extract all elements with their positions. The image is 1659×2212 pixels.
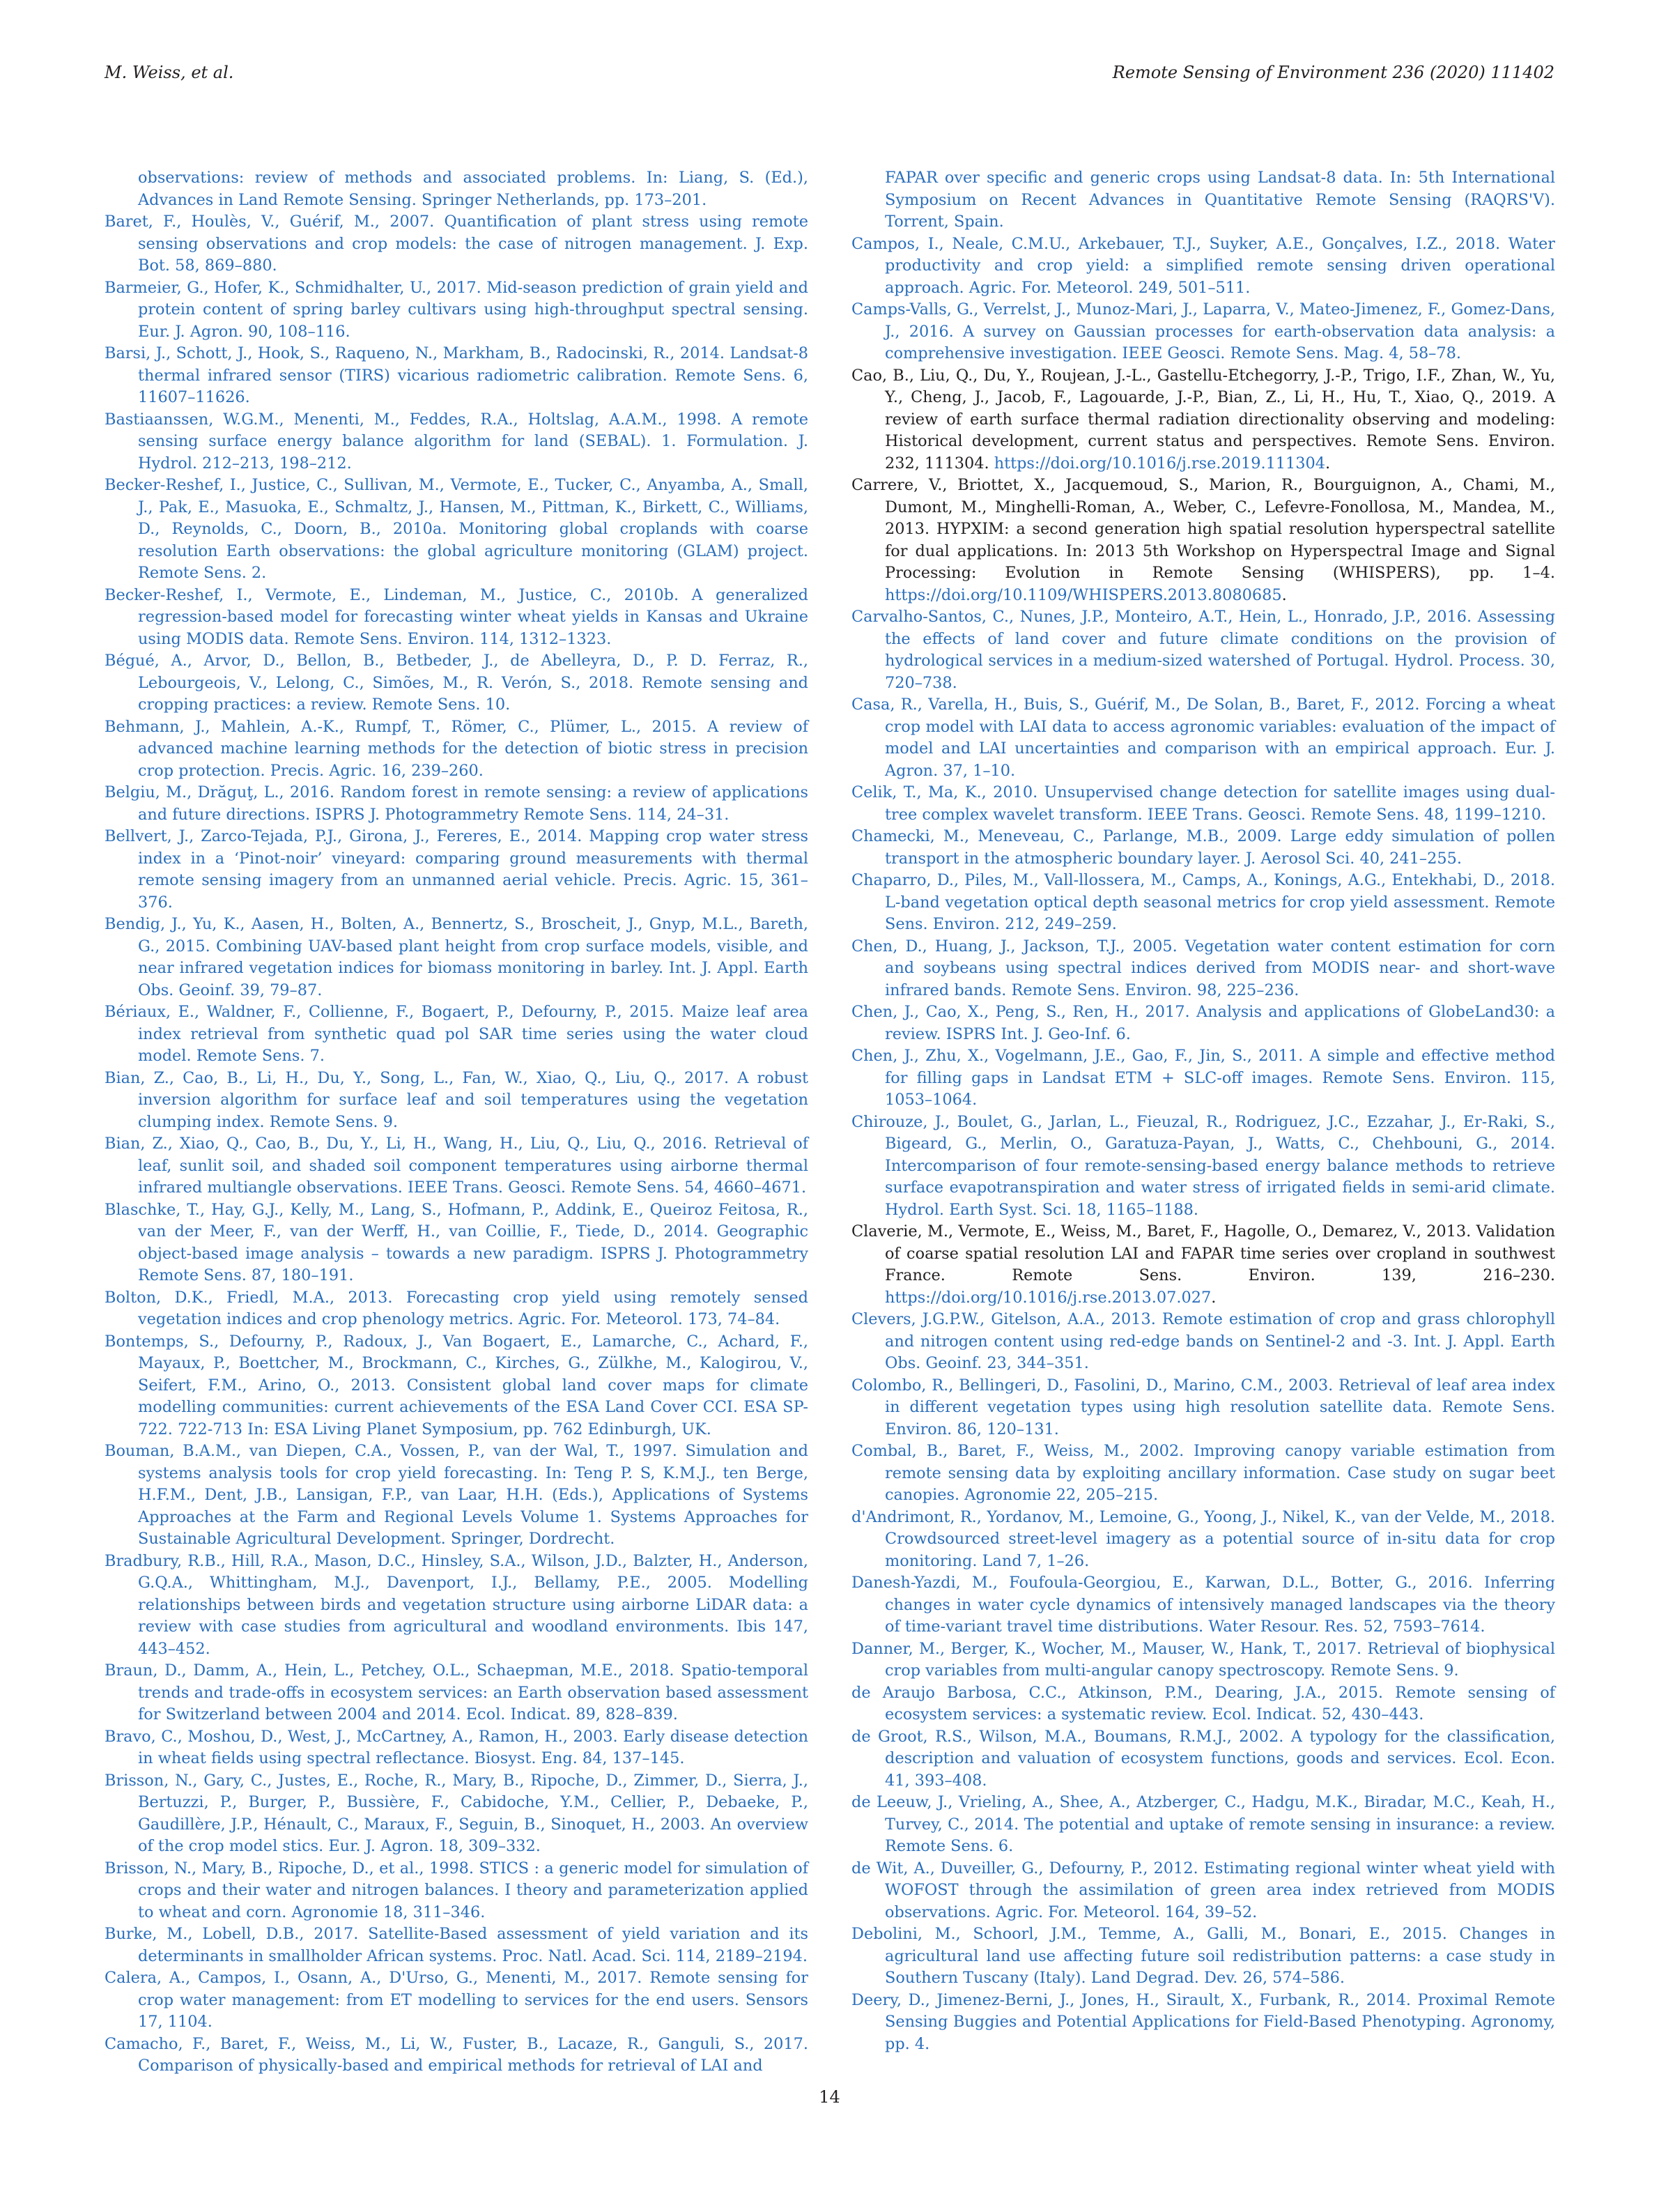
reference-text: Danesh-Yazdi, M., Foufoula-Georgiou, E., Karwan, D.L., Botter, G., 2016. Inferring changes in water cycle dynamics of intensively managed landscapes via the theory of time-variant travel time distributions. Water Resour. Res. 52, 7593–7614. [851, 1574, 1555, 1636]
reference-entry[interactable] [105, 650, 808, 716]
reference-text: Bégué, A., Arvor, D., Bellon, B., Betbeder, J., de Abelleyra, D., P. D. Ferraz, R., Lebourgeois, V., Lelong, C., Simões, M., R. Verón, S., 2018. Remote sensing and cropping practices: a review. Remote Sens. 10. [105, 652, 808, 714]
reference-text: Bellvert, J., Zarco-Tejada, P.J., Girona, J., Fereres, E., 2014. Mapping crop water stress index in a ‘Pinot-noir’ vineyard: comparing ground measurements with thermal remote sensing imagery from an unmanned aerial vehicle. Precis. Agric. 15, 361–376. [105, 827, 808, 912]
reference-text: Chen, J., Zhu, X., Vogelmann, J.E., Gao, F., Jin, S., 2011. A simple and effective method for filling gaps in Landsat ETM + SLC-off images. Remote Sens. Environ. 115, 1053–1064. [851, 1047, 1555, 1109]
reference-entry[interactable] [105, 1001, 808, 1068]
reference-entry[interactable] [105, 1199, 808, 1287]
reference-entry[interactable] [851, 233, 1555, 300]
reference-entry[interactable] [851, 167, 1555, 233]
reference-entry [851, 1221, 1555, 1309]
header-authors: M. Weiss, et al. [105, 63, 234, 82]
reference-entry[interactable] [105, 1660, 808, 1726]
reference-entry [851, 475, 1555, 606]
reference-entry[interactable] [851, 1112, 1555, 1222]
reference-text: Carvalho-Santos, C., Nunes, J.P., Monteiro, A.T., Hein, L., Honrado, J.P., 2016. Assessing the effects of land cover and future climate conditions on the provision of hydrological services in a medium-sized watershed of Portugal. Hydrol. Process. 30, 720–738. [851, 608, 1555, 692]
reference-entry[interactable] [851, 1792, 1555, 1858]
reference-text: FAPAR over specific and generic crops using Landsat-8 data. In: 5th International Symposium on Recent Advances in Quantitative Remote Sensing (RAQRS'V). Torrent, Spain. [885, 169, 1555, 231]
reference-entry[interactable] [851, 782, 1555, 826]
reference-entry[interactable] [105, 585, 808, 651]
reference-text: Bolton, D.K., Friedl, M.A., 2013. Forecasting crop yield using remotely sensed vegetation indices and crop phenology metrics. Agric. For. Meteorol. 173, 74–84. [105, 1288, 808, 1328]
reference-text: Barsi, J., Schott, J., Hook, S., Raqueno, N., Markham, B., Radocinski, R., 2014. Landsat-8 thermal infrared sensor (TIRS) vicarious radiometric calibration. Remote Sens. 6, 11607–11626. [105, 344, 808, 406]
reference-entry[interactable] [105, 1287, 808, 1331]
reference-entry[interactable] [105, 409, 808, 475]
reference-text: Claverie, M., Vermote, E., Weiss, M., Baret, F., Hagolle, O., Demarez, V., 2013. Validation of coarse spatial resolution LAI and FAPAR time series over cropland in southwest France. Remote Sens. Environ. 139, 216–230. [851, 1222, 1555, 1284]
reference-text: Chirouze, J., Boulet, G., Jarlan, L., Fieuzal, R., Rodriguez, J.C., Ezzahar, J., Er-Raki, S., Bigeard, G., Merlin, O., Garatuza-Payan, J., Watts, C., Chehbouni, G., 2014. Intercomparison of four remote-sensing-based energy balance methods to retrieve surface evapotranspiration and water stress of irrigated fields in semi-arid climate. Hydrol. Earth Syst. Sci. 18, 1165–1188. [851, 1112, 1555, 1219]
reference-text: observations: review of methods and associated problems. In: Liang, S. (Ed.), Advances in Land Remote Sensing. Springer Netherlands, pp. 173–201. [138, 169, 808, 209]
header-journal: Remote Sensing of Environment 236 (2020) 111402 [1112, 63, 1554, 82]
reference-text: Bastiaanssen, W.G.M., Menenti, M., Feddes, R.A., Holtslag, A.A.M., 1998. A remote sensing surface energy balance algorithm for land (SEBAL). 1. Formulation. J. Hydrol. 212–213, 198–212. [105, 410, 808, 473]
reference-text: Clevers, J.G.P.W., Gitelson, A.A., 2013. Remote estimation of crop and grass chlorophyll and nitrogen content using red-edge bands on Sentinel-2 and -3. Int. J. Appl. Earth Obs. Geoinf. 23, 344–351. [851, 1310, 1555, 1372]
reference-entry[interactable] [105, 211, 808, 277]
reference-entry[interactable] [105, 2034, 808, 2077]
reference-entry[interactable] [851, 299, 1555, 365]
reference-text: Bontemps, S., Defourny, P., Radoux, J., Van Bogaert, E., Lamarche, C., Achard, F., Mayaux, P., Boettcher, M., Brockmann, C., Kirches, G., Zülkhe, M., Kalogirou, V., Seifert, F.M., Arino, O., 2013. Consistent global land cover maps for climate modelling communities: current achievements of the ESA Land Cover CCI. ESA SP-722. 722-713 In: ESA Living Planet Symposium, pp. 762 Edinburgh, UK. [105, 1332, 808, 1438]
reference-text: Brisson, N., Mary, B., Ripoche, D., et al., 1998. STICS : a generic model for simulation of crops and their water and nitrogen balances. I theory and parameterization applied to wheat and corn. Agronomie 18, 311–346. [105, 1859, 808, 1921]
reference-entry[interactable] [851, 1507, 1555, 1573]
reference-text: Chen, D., Huang, J., Jackson, T.J., 2005. Vegetation water content estimation for corn and soybeans using spectral indices derived from MODIS near- and short-wave infrared bands. Remote Sens. Environ. 98, 225–236. [851, 937, 1555, 999]
reference-entry[interactable] [851, 1726, 1555, 1792]
reference-entry[interactable] [105, 716, 808, 783]
reference-text: d'Andrimont, R., Yordanov, M., Lemoine, G., Yoong, J., Nikel, K., van der Velde, M., 2018. Crowdsourced street-level imagery as a potential source of in-situ data for crop monitoring. Land 7, 1–26. [851, 1507, 1555, 1570]
reference-text: Colombo, R., Bellingeri, D., Fasolini, D., Marino, C.M., 2003. Retrieval of leaf area index in different vegetation types using high resolution satellite data. Remote Sens. Environ. 86, 120–131. [851, 1376, 1555, 1438]
reference-tail: . [1281, 585, 1287, 604]
reference-text: Bendig, J., Yu, K., Aasen, H., Bolten, A., Bennertz, S., Broscheit, J., Gnyp, M.L., Bareth, G., 2015. Combining UAV-based plant height from crop surface models, visible, and near infrared vegetation indices for biomass monitoring in barley. Int. J. Appl. Earth Obs. Geoinf. 39, 79–87. [105, 915, 808, 999]
reference-entry[interactable] [851, 1375, 1555, 1441]
reference-entry[interactable] [105, 1331, 808, 1441]
reference-text: Bériaux, E., Waldner, F., Collienne, F., Bogaert, P., Defourny, P., 2015. Maize leaf area index retrieval from synthetic quad pol SAR time series using the water cloud model. Remote Sens. 7. [105, 1003, 808, 1065]
reference-text: Campos, I., Neale, C.M.U., Arkebauer, T.J., Suyker, A.E., Gonçalves, I.Z., 2018. Water productivity and crop yield: a simplified remote sensing driven operational approach. Agric. For. Meteorol. 249, 501–511. [851, 234, 1555, 297]
running-header [105, 63, 1554, 91]
reference-entry[interactable] [105, 1551, 808, 1661]
page-number: 14 [819, 2087, 840, 2107]
reference-entry[interactable] [105, 1858, 808, 1924]
reference-entry[interactable] [851, 1990, 1555, 2056]
reference-text: de Wit, A., Duveiller, G., Defourny, P., 2012. Estimating regional winter wheat yield with WOFOST through the assimilation of green area index retrieved from MODIS observations. Agric. For. Meteorol. 164, 39–52. [851, 1859, 1555, 1921]
reference-entry[interactable] [105, 343, 808, 409]
doi-link[interactable]: https://doi.org/10.1016/j.rse.2013.07.027 [885, 1288, 1212, 1307]
reference-entry[interactable] [851, 606, 1555, 694]
reference-entry[interactable] [851, 1441, 1555, 1507]
reference-entry[interactable] [105, 1441, 808, 1551]
reference-text: Belgiu, M., Drăguţ, L., 2016. Random forest in remote sensing: a review of applications and future directions. ISPRS J. Photogrammetry Remote Sens. 114, 24–31. [105, 783, 808, 824]
reference-text: Debolini, M., Schoorl, J.M., Temme, A., Galli, M., Bonari, E., 2015. Changes in agricultural land use affecting future soil redistribution patterns: a case study in Southern Tuscany (Italy). Land Degrad. Dev. 26, 574–586. [851, 1925, 1555, 1987]
reference-tail: . [1325, 454, 1331, 473]
reference-entry[interactable] [851, 826, 1555, 870]
reference-text: Bian, Z., Xiao, Q., Cao, B., Du, Y., Li, H., Wang, H., Liu, Q., Liu, Q., 2016. Retrieval of leaf, sunlit soil, and shaded soil component temperatures using airborne thermal infrared multiangle observations. IEEE Trans. Geosci. Remote Sens. 54, 4660–4671. [105, 1135, 808, 1197]
reference-text: Bravo, C., Moshou, D., West, J., McCartney, A., Ramon, H., 2003. Early disease detection in wheat fields using spectral reflectance. Biosyst. Eng. 84, 137–145. [105, 1727, 808, 1767]
reference-entry[interactable] [105, 1770, 808, 1858]
reference-text: Celik, T., Ma, K., 2010. Unsupervised change detection for satellite images using dual-tree complex wavelet transform. IEEE Trans. Geosci. Remote Sens. 48, 1199–1210. [851, 783, 1555, 824]
reference-entry[interactable] [105, 782, 808, 826]
reference-entry[interactable] [851, 1309, 1555, 1375]
reference-text: Cao, B., Liu, Q., Du, Y., Roujean, J.-L., Gastellu-Etchegorry, J.-P., Trigo, I.F., Zhan, W., Yu, Y., Cheng, J., Jacob, F., Lagouarde, J.-P., Bian, Z., Li, H., Hu, T., Xiao, Q., 2019. A review of earth surface thermal radiation directionality observing and modeling: Historical development, current status and perspectives. Remote Sens. Environ. 232, 111304. [851, 366, 1555, 473]
reference-entry[interactable] [105, 277, 808, 344]
reference-entry[interactable] [851, 1923, 1555, 1990]
reference-text: Camps-Valls, G., Verrelst, J., Munoz-Mari, J., Laparra, V., Mateo-Jimenez, F., Gomez-Dans, J., 2016. A survey on Gaussian processes for earth-observation data analysis: a comprehensive investigation. IEEE Geosci. Remote Sens. Mag. 4, 58–78. [851, 300, 1555, 362]
reference-text: Bian, Z., Cao, B., Li, H., Du, Y., Song, L., Fan, W., Xiao, Q., Liu, Q., 2017. A robust inversion algorithm for surface leaf and soil temperatures using the vegetation clumping index. Remote Sens. 9. [105, 1068, 808, 1131]
reference-entry[interactable] [851, 1001, 1555, 1045]
reference-entry[interactable] [105, 914, 808, 1001]
reference-text: Burke, M., Lobell, D.B., 2017. Satellite-Based assessment of yield variation and its determinants in smallholder African systems. Proc. Natl. Acad. Sci. 114, 2189–2194. [105, 1925, 808, 1965]
reference-text: Bouman, B.A.M., van Diepen, C.A., Vossen, P., van der Wal, T., 1997. Simulation and systems analysis tools for crop yield forecasting. In: Teng P. S, K.M.J., ten Berge, H.F.M., Dent, J.B., Lansigan, F.P., van Laar, H.H. (Eds.), Applications of Systems Approaches at the Farm and Regional Levels Volume 1. Systems Approaches for Sustainable Agricultural Development. Springer, Dordrecht. [105, 1442, 808, 1548]
reference-entry[interactable] [105, 475, 808, 585]
reference-entry[interactable] [851, 1572, 1555, 1638]
reference-text: Barmeier, G., Hofer, K., Schmidhalter, U., 2017. Mid-season prediction of grain yield and protein content of spring barley cultivars using high-throughput spectral sensing. Eur. J. Agron. 90, 108–116. [105, 278, 808, 341]
reference-text: Casa, R., Varella, H., Buis, S., Guérif, M., De Solan, B., Baret, F., 2012. Forcing a wheat crop model with LAI data to access agronomic variables: evaluation of the impact of model and LAI uncertainties and comparison with an empirical approach. Eur. J. Agron. 37, 1–10. [851, 696, 1555, 780]
reference-text: Camacho, F., Baret, F., Weiss, M., Li, W., Fuster, B., Lacaze, R., Ganguli, S., 2017. Comparison of physically-based and empirical methods for retrieval of LAI and [105, 2034, 808, 2075]
reference-text: Bradbury, R.B., Hill, R.A., Mason, D.C., Hinsley, S.A., Wilson, J.D., Balzter, H., Anderson, G.Q.A., Whittingham, M.J., Davenport, I.J., Bellamy, P.E., 2005. Modelling relationships between birds and vegetation structure using airborne LiDAR data: a review with case studies from agricultural and woodland environments. Ibis 147, 443–452. [105, 1551, 808, 1658]
reference-text: Chen, J., Cao, X., Peng, S., Ren, H., 2017. Analysis and applications of GlobeLand30: a review. ISPRS Int. J. Geo-Inf. 6. [851, 1003, 1555, 1043]
reference-text: Carrere, V., Briottet, X., Jacquemoud, S., Marion, R., Bourguignon, A., Chami, M., Dumont, M., Minghelli-Roman, A., Weber, C., Lefevre-Fonollosa, M., Mandea, M., 2013. HYPXIM: a second generation high spatial resolution hyperspectral satellite for dual applications. In: 2013 5th Workshop on Hyperspectral Image and Signal Processing: Evolution in Remote Sensing (WHISPERS), pp. 1–4. [851, 476, 1555, 582]
reference-entry[interactable] [105, 1967, 808, 2034]
reference-column-right [851, 167, 1555, 2055]
reference-text: Braun, D., Damm, A., Hein, L., Petchey, O.L., Schaepman, M.E., 2018. Spatio-temporal trends and trade-offs in ecosystem services: an Earth observation based assessment for Switzerland between 2004 and 2014. Ecol. Indicat. 89, 828–839. [105, 1661, 808, 1723]
reference-text: Baret, F., Houlès, V., Guérif, M., 2007. Quantification of plant stress using remote sensing observations and crop models: the case of nitrogen management. J. Exp. Bot. 58, 869–880. [105, 213, 808, 275]
reference-entry [851, 365, 1555, 475]
reference-entry[interactable] [105, 1923, 808, 1967]
reference-entry[interactable] [851, 1682, 1555, 1726]
reference-text: Chaparro, D., Piles, M., Vall-llossera, M., Camps, A., Konings, A.G., Entekhabi, D., 2018. L-band vegetation optical depth seasonal metrics for crop yield assessment. Remote Sens. Environ. 212, 249–259. [851, 871, 1555, 933]
reference-entry[interactable] [105, 1068, 808, 1134]
reference-text: Chamecki, M., Meneveau, C., Parlange, M.B., 2009. Large eddy simulation of pollen transport in the atmospheric boundary layer. J. Aerosol Sci. 40, 241–255. [851, 827, 1555, 868]
reference-text: Brisson, N., Gary, C., Justes, E., Roche, R., Mary, B., Ripoche, D., Zimmer, D., Sierra, J., Bertuzzi, P., Burger, P., Bussière, F., Cabidoche, Y.M., Cellier, P., Debaeke, P., Gaudillère, J.P., Hénault, C., Maraux, F., Seguin, B., Sinoquet, H., 2003. An overview of the crop model stics. Eur. J. Agron. 18, 309–332. [105, 1771, 808, 1855]
reference-entry[interactable] [105, 826, 808, 914]
reference-text: Calera, A., Campos, I., Osann, A., D'Urso, G., Menenti, M., 2017. Remote sensing for crop water management: from ET modelling to services for the end users. Sensors 17, 1104. [105, 1969, 808, 2031]
reference-entry[interactable] [851, 1045, 1555, 1112]
reference-text: Becker-Reshef, I., Justice, C., Sullivan, M., Vermote, E., Tucker, C., Anyamba, A., Small, J., Pak, E., Masuoka, E., Schmaltz, J., Hansen, M., Pittman, K., Birkett, C., Williams, D., Reynolds, C., Doorn, B., 2010a. Monitoring global croplands with coarse resolution Earth observations: the global agriculture monitoring (GLAM) project. Remote Sens. 2. [105, 476, 808, 582]
reference-entry[interactable] [851, 1638, 1555, 1682]
doi-link[interactable]: https://doi.org/10.1109/WHISPERS.2013.8080685 [885, 585, 1282, 604]
reference-entry[interactable] [105, 1726, 808, 1770]
doi-link[interactable]: https://doi.org/10.1016/j.rse.2019.111304 [994, 454, 1326, 473]
reference-text: Behmann, J., Mahlein, A.-K., Rumpf, T., Römer, C., Plümer, L., 2015. A review of advanced machine learning methods for the detection of biotic stress in precision crop protection. Precis. Agric. 16, 239–260. [105, 717, 808, 780]
reference-text: Deery, D., Jimenez-Berni, J., Jones, H., Sirault, X., Furbank, R., 2014. Proximal Remote Sensing Buggies and Potential Applications for Field-Based Phenotyping. Agronomy, pp. 4. [851, 1990, 1555, 2053]
reference-tail: . [1211, 1288, 1217, 1307]
reference-text: Combal, B., Baret, F., Weiss, M., 2002. Improving canopy variable estimation from remote sensing data by exploiting ancillary information. Case study on sugar beet canopies. Agronomie 22, 205–215. [851, 1442, 1555, 1504]
reference-entry[interactable] [105, 167, 808, 211]
reference-entry[interactable] [851, 1858, 1555, 1924]
reference-text: Blaschke, T., Hay, G.J., Kelly, M., Lang, S., Hofmann, P., Addink, E., Queiroz Feitosa, R., van der Meer, F., van der Werff, H., van Coillie, F., Tiede, D., 2014. Geographic object-based image analysis – towards a new paradigm. ISPRS J. Photogrammetry Remote Sens. 87, 180–191. [105, 1200, 808, 1284]
reference-entry[interactable] [851, 936, 1555, 1002]
reference-entry[interactable] [851, 870, 1555, 936]
reference-text: de Leeuw, J., Vrieling, A., Shee, A., Atzberger, C., Hadgu, M.K., Biradar, M.C., Keah, H., Turvey, C., 2014. The potential and uptake of remote sensing in insurance: a review. Remote Sens. 6. [851, 1793, 1555, 1855]
reference-text: Becker-Reshef, I., Vermote, E., Lindeman, M., Justice, C., 2010b. A generalized regression-based model for forecasting winter wheat yields in Kansas and Ukraine using MODIS data. Remote Sens. Environ. 114, 1312–1323. [105, 585, 808, 648]
reference-column-left [105, 167, 808, 2077]
reference-entry[interactable] [851, 694, 1555, 782]
reference-entry[interactable] [105, 1133, 808, 1199]
reference-text: Danner, M., Berger, K., Wocher, M., Mauser, W., Hank, T., 2017. Retrieval of biophysical crop variables from multi-angular canopy spectroscopy. Remote Sens. 9. [851, 1639, 1555, 1680]
reference-text: de Araujo Barbosa, C.C., Atkinson, P.M., Dearing, J.A., 2015. Remote sensing of ecosystem services: a systematic review. Ecol. Indicat. 52, 430–443. [851, 1683, 1555, 1723]
reference-text: de Groot, R.S., Wilson, M.A., Boumans, R.M.J., 2002. A typology for the classification, description and valuation of ecosystem functions, goods and services. Ecol. Econ. 41, 393–408. [851, 1727, 1555, 1790]
